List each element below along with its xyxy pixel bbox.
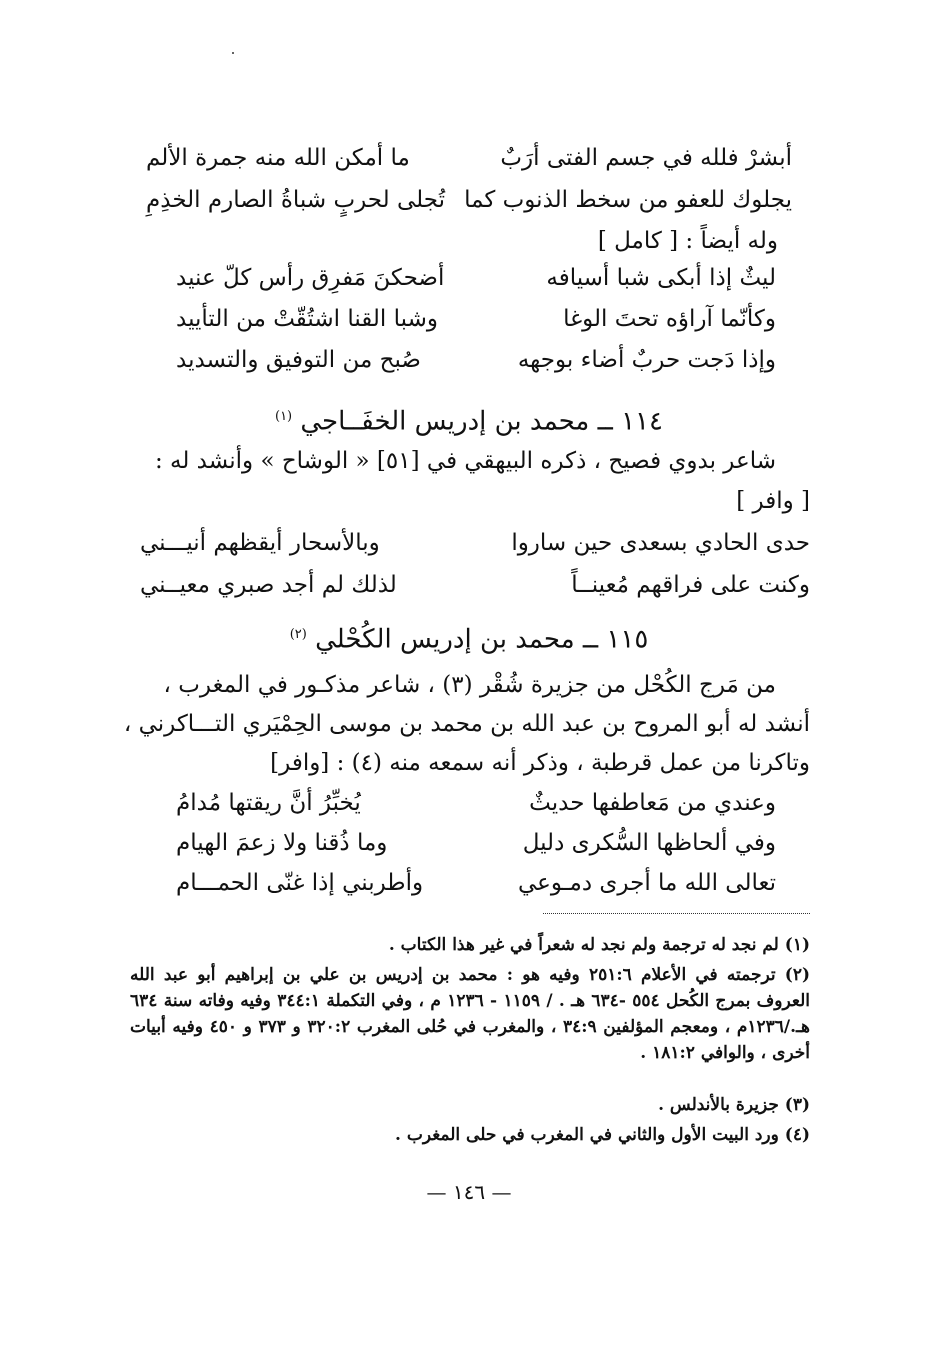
entry-114-right-hemistich-2: وكنت على فراقهم مُعينــاً <box>571 572 810 598</box>
entry-115-left-hemistich-2: وما ذُقنا ولا زعمَ الهيام <box>176 830 388 856</box>
stray-mark <box>232 52 234 54</box>
entry-114-meter: [ وافر ] <box>736 488 810 514</box>
poem2-left-hemistich-2: وشبا القنا اشتُقّتْ من التأييد <box>176 306 438 332</box>
entry-115-right-hemistich-1: وعندي من مَعاطفها حديثٌ <box>529 790 776 816</box>
entry-115-right-hemistich-3: تعالى الله ما أجرى دمـوعي <box>518 870 776 896</box>
also-line: وله أيضاً : [ كامل ] <box>597 228 778 254</box>
footnote-3: (٣) جزيرة بالأندلس . <box>658 1095 810 1115</box>
entry-114-title <box>0 400 938 439</box>
entry-115-prose-line-1: من مَرج الكُحْل من جزيرة شُقْر (٣) ، شاعر مذكـور في المغرب ، <box>163 672 776 698</box>
poem1-right-hemistich-2: يجلوك للعفو من سخط الذنوب كما <box>464 187 792 213</box>
footnote-ref-2: (٢) <box>289 627 307 642</box>
entry-114-left-hemistich-2: لذلك لم أجد صبري معيــني <box>140 572 397 598</box>
poem2-left-hemistich-3: صُبح من التوفيق والتسديد <box>176 347 421 373</box>
entry-115-left-hemistich-1: يُخبِّرُ أنَّ ريقتها مُدامُ <box>176 790 361 816</box>
poem1-left-hemistich-1: ما أمكن الله منه جمرة الألم <box>146 145 410 171</box>
entry-115-prose-line-2: أنشد له أبو المروح بن عبد الله بن محمد بن موسى الحِمْيَري التـــاكرني ، <box>123 711 810 737</box>
entry-115-right-hemistich-2: وفي ألحاظها السُّكرى دليل <box>522 830 776 856</box>
entry-115-title <box>0 618 938 657</box>
entry-115-prose-line-3: وتاكرنا من عمل قرطبة ، وذكر أنه سمعه منه (٤) : [وافر] <box>270 750 810 776</box>
poem1-left-hemistich-2: تُجلى لحربٍ شباةُ الصارم الخذِمِ <box>146 187 445 213</box>
entry-114-right-hemistich-1: حدى الحادي بسعدى حين ساروا <box>511 530 810 556</box>
poem2-left-hemistich-1: أضحكنَ مَفرِق رأس كلّ عنيد <box>176 265 445 291</box>
poem1-right-hemistich-1: أبشرْ فلله في جسم الفتى أرَبٌ <box>500 145 792 171</box>
poem2-right-hemistich-1: ليثٌ إذا أبكى شبا أسيافه <box>546 265 776 291</box>
footnote-1: (١) لم نجد له ترجمة ولم نجد له شعراً في غير هذا الكتاب . <box>388 935 810 955</box>
poem2-right-hemistich-3: وإذا دَجت حربٌ أضاء بوجهه <box>517 347 776 373</box>
footnote-4: (٤) ورد البيت الأول والثاني في المغرب في حلى المغرب . <box>394 1125 810 1145</box>
entry-114-title-text: ١١٤ ــ محمد بن إدريس الخفَــاجي <box>300 406 663 437</box>
entry-115-title-text: ١١٥ ــ محمد بن إدريس الكُحْلي <box>315 624 649 655</box>
page-number: — ١٤٦ — <box>426 1180 512 1204</box>
entry-114-intro: شاعر بدوي فصيح ، ذكره البيهقي في [٥١] « الوشاح » وأنشد له : <box>154 448 776 474</box>
footnote-2: (٢) ترجمته في الأعلام ٢٥١:٦ وفيه هو : محمد بن إدريس بن علي بن إبراهيم أبو عبد الله العروف بمرج الكُحل ٥٥٤ -٦٣٤ هـ . / ١١٥٩ - ١٢٣٦ م ، وفي التكملة ٣٤٤:١ وفيه وفاته سنة ٦٣٤ هـ./١٢٣٦م ، ومعجم المؤلفين ٣٤:٩ ، والمغرب في حُلى المغرب ٣٢٠:٢ و ٣٧٣ و ٤٥٠ وفيه أبيات أخرى ، والوافي ١٨١:٢ . <box>130 965 810 1063</box>
entry-114-left-hemistich-1: وبالأسحار أيقظهم أنيـــني <box>140 530 380 556</box>
entry-115-left-hemistich-3: وأطربني إذا غنّى الحمـــام <box>176 870 424 896</box>
footnote-ref-1: (١) <box>274 409 293 424</box>
poem2-right-hemistich-2: وكأنّما آراؤه تحتَ الوغا <box>563 306 776 332</box>
footnote-separator <box>543 913 810 914</box>
